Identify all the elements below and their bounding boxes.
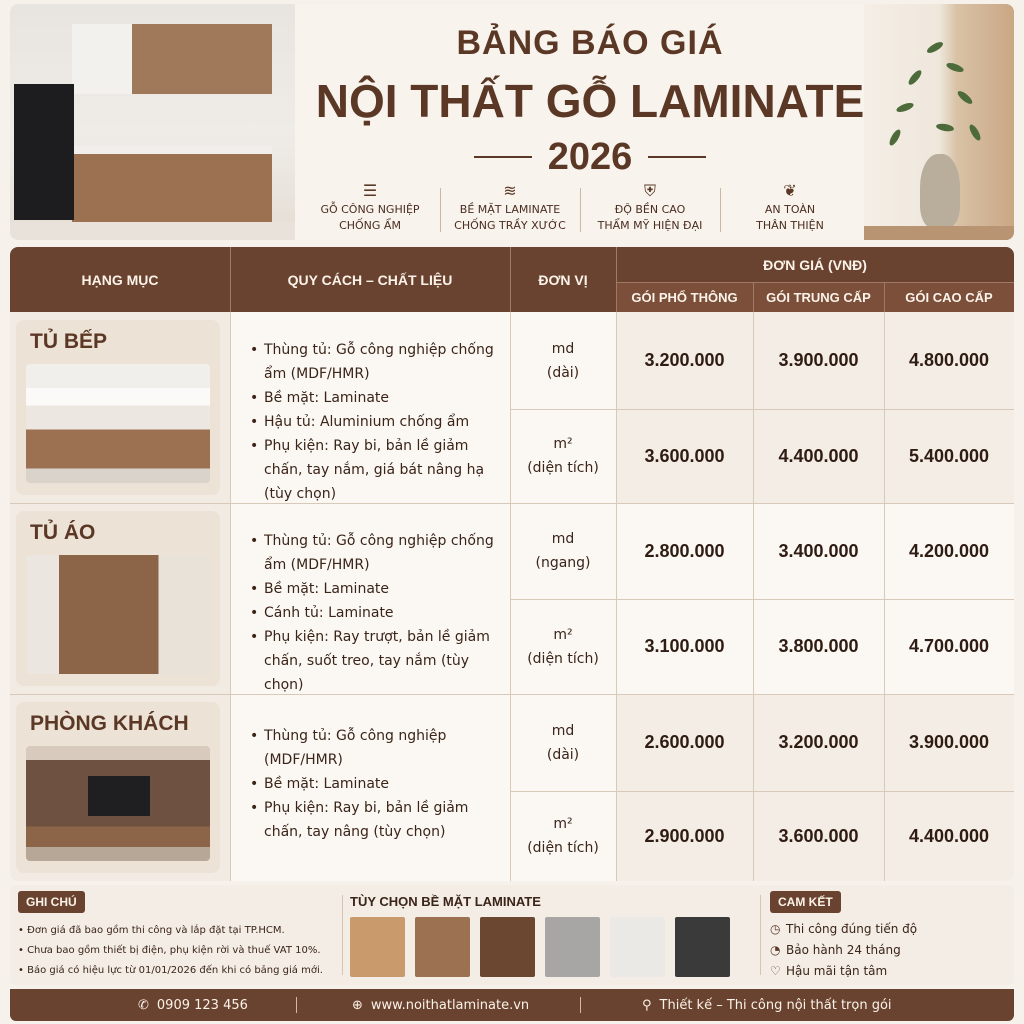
price-cell: 3.100.000 <box>616 599 753 694</box>
notes-title: GHI CHÚ <box>18 891 85 913</box>
notes-section <box>18 891 338 981</box>
price-cell: 3.900.000 <box>753 312 884 409</box>
kitchen-cabinet-photo <box>26 364 210 483</box>
shield-icon: ⛨ <box>643 181 656 200</box>
header-category: HẠNG MỤC <box>10 247 230 312</box>
note-item: • Chưa bao gồm thiết bị điện, phụ kiện rời và thuế VAT 10%. <box>18 941 338 961</box>
price-cell: 4.400.000 <box>753 409 884 503</box>
clock-icon: ◔ <box>770 943 781 957</box>
unit-cell: md (ngang) <box>510 503 616 599</box>
title-rule-right <box>648 156 706 158</box>
price-cell: 3.800.000 <box>753 599 884 694</box>
category-kitchen <box>10 312 230 503</box>
wardrobe-photo <box>26 555 210 674</box>
commitments-section <box>770 891 1010 982</box>
spec-item: • Thùng tủ: Gỗ công nghiệp (MDF/HMR) <box>250 724 502 772</box>
website-link[interactable]: ⊕ www.noithatlaminate.vn <box>352 997 530 1013</box>
spec-living-room <box>230 694 510 881</box>
spec-item: • Bề mặt: Laminate <box>250 386 502 410</box>
header-tier-basic: GÓI PHỔ THÔNG <box>616 282 753 312</box>
price-cell: 3.900.000 <box>884 694 1014 791</box>
spec-item: • Bề mặt: Laminate <box>250 577 502 601</box>
title-year: 2026 <box>547 135 633 178</box>
location-pin-icon: ⚲ <box>642 997 652 1013</box>
price-cell: 3.600.000 <box>616 409 753 503</box>
layers-icon: ☰ <box>362 181 378 200</box>
price-cell: 4.400.000 <box>884 791 1014 881</box>
price-cell: 3.200.000 <box>753 694 884 791</box>
tagline: ⚲ Thiết kế – Thi công nội thất trọn gói <box>642 997 892 1013</box>
swatches-title: TÙY CHỌN BỀ MẶT LAMINATE <box>350 894 541 909</box>
unit-cell: md (dài) <box>510 312 616 409</box>
stack-icon: ≋ <box>503 181 517 200</box>
header-price-group: ĐƠN GIÁ (VNĐ) <box>616 247 1014 282</box>
price-cell: 2.800.000 <box>616 503 753 599</box>
header-banner <box>10 4 1014 240</box>
phone-contact[interactable]: ✆ 0909 123 456 <box>138 997 248 1013</box>
category-wardrobe <box>10 503 230 694</box>
globe-icon: ⊕ <box>352 997 363 1013</box>
swatch-black[interactable] <box>675 917 730 977</box>
price-cell: 2.900.000 <box>616 791 753 881</box>
spec-item: • Phụ kiện: Ray bi, bản lề giảm chấn, tay nâng (tùy chọn) <box>250 796 502 844</box>
unit-cell: m² (diện tích) <box>510 409 616 503</box>
feature-item: ≋ BỀ MẶT LAMINATE CHỐNG TRẦY XƯỚC <box>440 180 580 236</box>
spec-item: • Bề mặt: Laminate <box>250 772 502 796</box>
price-cell: 3.200.000 <box>616 312 753 409</box>
swatch-light-oak[interactable] <box>350 917 405 977</box>
header-tier-premium: GÓI CAO CẤP <box>884 282 1014 312</box>
category-living-room <box>10 694 230 881</box>
laminate-swatches <box>350 891 750 977</box>
info-strip <box>10 885 1014 985</box>
title-line-1: BẢNG BÁO GIÁ <box>456 24 724 62</box>
swatch-dark-walnut[interactable] <box>480 917 535 977</box>
category-title: TỦ ÁO <box>30 521 96 544</box>
commitment-item: ◔ Bảo hành 24 tháng <box>770 940 1010 961</box>
commitment-item: ♡ Hậu mãi tận tâm <box>770 961 1010 982</box>
leaf-icon: ❦ <box>783 181 797 200</box>
clock-check-icon: ◷ <box>770 922 781 936</box>
swatch-walnut[interactable] <box>415 917 470 977</box>
price-cell: 3.600.000 <box>753 791 884 881</box>
price-cell: 4.200.000 <box>884 503 1014 599</box>
swatch-grey[interactable] <box>545 917 600 977</box>
living-room-photo <box>26 746 210 861</box>
spec-kitchen <box>230 312 510 503</box>
header-unit: ĐƠN VỊ <box>510 247 616 312</box>
plant-photo <box>864 4 1014 240</box>
header-tier-mid: GÓI TRUNG CẤP <box>753 282 884 312</box>
feature-item: ❦ AN TOÀN THÂN THIỆN <box>720 180 860 236</box>
category-title: PHÒNG KHÁCH <box>30 712 189 735</box>
spec-item: • Hậu tủ: Aluminium chống ẩm <box>250 410 502 434</box>
spec-item: • Phụ kiện: Ray bi, bản lề giảm chấn, tay nắm, giá bát nâng hạ (tùy chọn) <box>250 434 502 506</box>
feature-list <box>300 180 860 236</box>
price-cell: 2.600.000 <box>616 694 753 791</box>
price-table <box>10 247 1014 881</box>
spec-item: • Cánh tủ: Laminate <box>250 601 502 625</box>
unit-cell: m² (diện tích) <box>510 791 616 881</box>
title-year-row <box>430 134 750 180</box>
swatch-white[interactable] <box>610 917 665 977</box>
contact-bar <box>10 989 1014 1021</box>
price-cell: 4.800.000 <box>884 312 1014 409</box>
title-rule-left <box>474 156 532 158</box>
price-cell: 4.700.000 <box>884 599 1014 694</box>
spec-item: • Thùng tủ: Gỗ công nghiệp chống ẩm (MDF/HMR) <box>250 338 502 386</box>
unit-cell: m² (diện tích) <box>510 599 616 694</box>
unit-cell: md (dài) <box>510 694 616 791</box>
phone-icon: ✆ <box>138 997 149 1013</box>
price-cell: 5.400.000 <box>884 409 1014 503</box>
kitchen-photo <box>10 4 295 240</box>
spec-item: • Phụ kiện: Ray trượt, bản lề giảm chấn, suốt treo, tay nắm (tùy chọn) <box>250 625 502 697</box>
price-cell: 3.400.000 <box>753 503 884 599</box>
note-item: • Báo giá có hiệu lực từ 01/01/2026 đến khi có bảng giá mới. <box>18 961 338 981</box>
feature-item: ⛨ ĐỘ BỀN CAO THẨM MỸ HIỆN ĐẠI <box>580 180 720 236</box>
header-spec: QUY CÁCH – CHẤT LIỆU <box>230 247 510 312</box>
heart-check-icon: ♡ <box>770 964 781 978</box>
spec-item: • Thùng tủ: Gỗ công nghiệp chống ẩm (MDF/HMR) <box>250 529 502 577</box>
title-line-2: NỘI THẤT GỖ LAMINATE <box>315 75 865 127</box>
spec-wardrobe <box>230 503 510 694</box>
category-title: TỦ BẾP <box>30 330 108 353</box>
commitments-title: CAM KẾT <box>770 891 841 913</box>
commitment-item: ◷ Thi công đúng tiến độ <box>770 919 1010 940</box>
note-item: • Đơn giá đã bao gồm thi công và lắp đặt tại TP.HCM. <box>18 921 338 941</box>
feature-item: ☰ GỖ CÔNG NGHIỆP CHỐNG ẨM <box>300 180 440 236</box>
